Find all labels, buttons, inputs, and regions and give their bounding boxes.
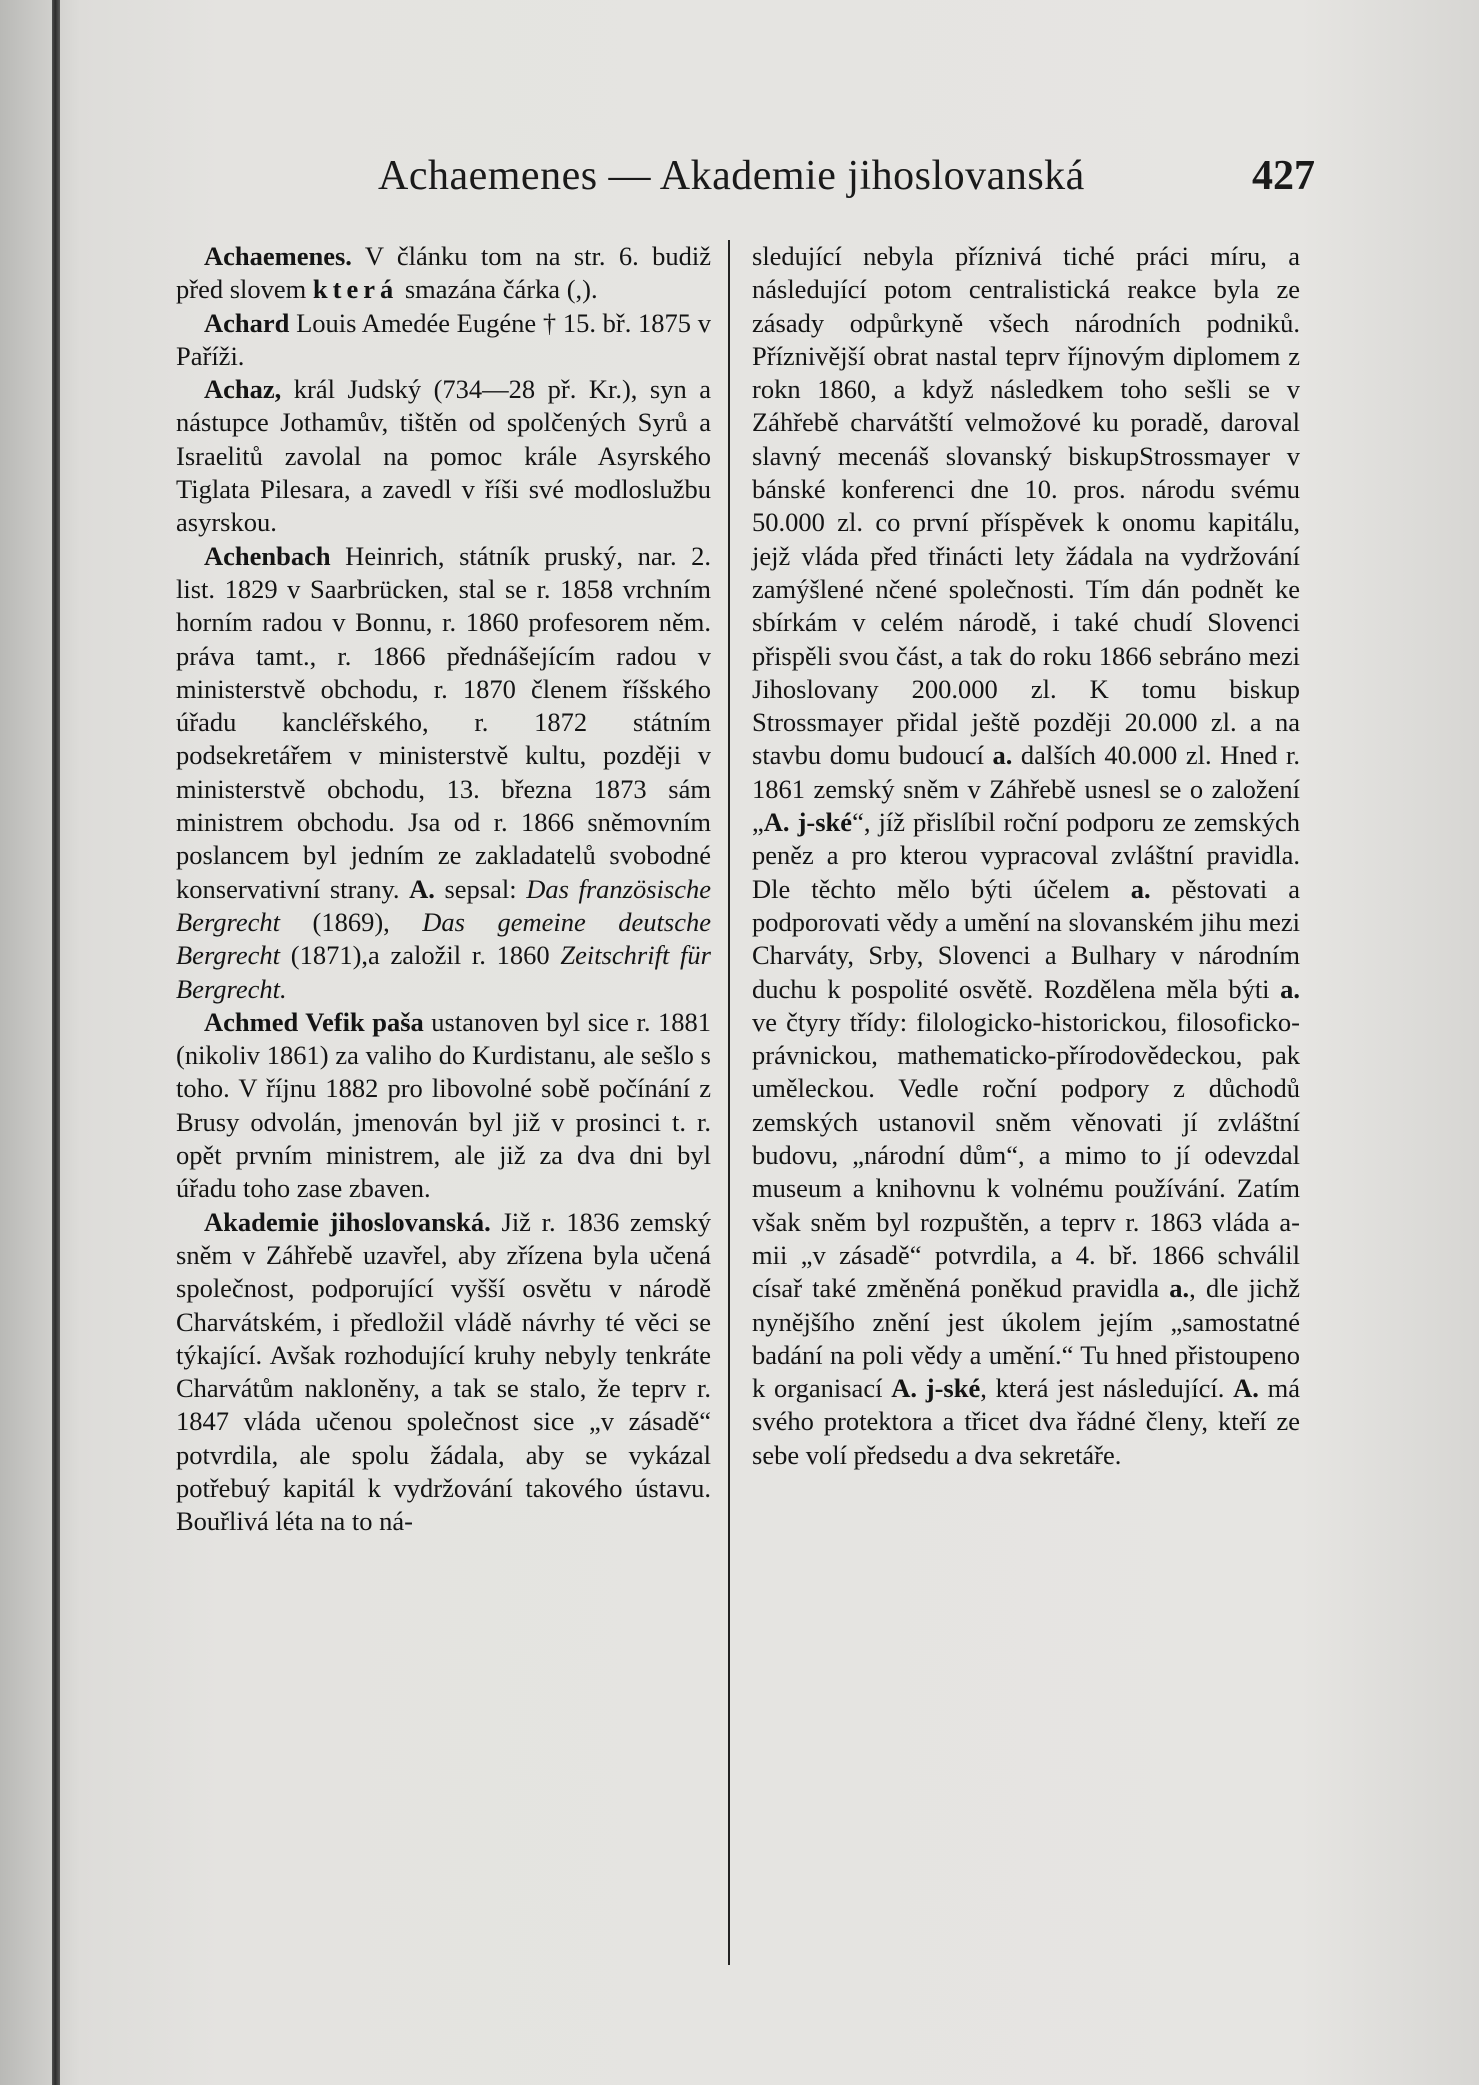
entry-text: ve čtyry třídy: filologicko-historickou, filosoficko-právnickou, mathematicko-přírodovědeckou, pak uměleckou. Vedle roční podpory z důchodů zemských ustanovil sněm věnovati jí zvláštní budovu, „národní dům“, a mimo to jí odevzdal museum a knihovnu k volnému používání. Zatím však sněm byl rozpuštěn, a teprv r. 1863 vláda a-mii „v zásadě“ potvrdila, a 4. bř. 1866 schválil císař také změněná poněkud pravidla <box>752 1006 1300 1304</box>
entry-text: má svého protektora a třicet dva řádné členy, kteří ze sebe volí předsedu a dva sekretáře. <box>752 1373 1301 1470</box>
entry-text: smazána čárka (,). <box>398 274 598 305</box>
abbreviation: a. <box>1130 873 1151 904</box>
headword: Achaemenes. <box>204 241 352 271</box>
work-title: Das französische Bergrecht <box>176 873 712 937</box>
headword: Akademie jihoslovanská. <box>204 1206 491 1237</box>
entry-achard <box>176 307 711 374</box>
entry-akademie <box>176 1206 711 1539</box>
entry-text: (1869), <box>280 906 423 937</box>
entry-akademie-continued <box>752 240 1300 1472</box>
headword: Achenbach <box>204 540 331 571</box>
abbreviation: a. <box>1169 1273 1190 1304</box>
work-title: Das gemeine deutsche Bergrecht <box>176 906 712 971</box>
book-spine-shadow <box>52 0 60 2085</box>
entry-text: ustanoven byl sice r. 1881 (nikoliv 1861) za valiho do Kurdistanu, ale sešlo s toho. V říjnu 1882 pro libovolné sobě počínání z Brusy odvolán, jmenován byl již v prosinci t. r. opět prvním ministrem, ale již za dva dni byl úřadu toho zase zbaven. <box>176 1006 711 1204</box>
abbreviation: a. <box>1280 973 1300 1004</box>
entry-achaz <box>176 373 711 539</box>
entry-text: král Judský (734—28 př. Kr.), syn a nástupce Jothamův, tištěn od spolčených Syrů a Israelitů zavolal na pomoc krále Asyrského Tiglata Pilesara, a zavedl v říši své modloslužbu asyrskou. <box>176 374 711 538</box>
entry-text: sledující nebyla příznivá tiché práci míru, a následující potom centralistická reakce byla ze zásady odpůrkyně všech národních podniků. Příznivější obrat nastal teprv říjnovým diplomem z rokn 1860, a když následkem toho sešli se v Záhřebě charvátští velmožové ku poradě, daroval slavný mecenáš slovanský biskupStrossmayer v bánské konferenci dne 10. pros. národu svému 50.000 zl. co první příspěvek k onomu kapitálu, jejž vláda před třinácti lety žádala na vydržování zamýšlené nčené společnosti. Tím dán podnět ke sbírkám v celém národě, i také chudí Slovenci přispěli svou část, a tak do roku 1866 sebráno mezi Jihoslovany 200.000 zl. K tomu biskup Strossmayer přidal ještě později 20.000 zl. a na stavbu domu budoucí <box>752 241 1300 771</box>
headword: Achaz, <box>204 374 282 405</box>
spaced-word: která <box>312 274 399 305</box>
left-column <box>176 240 711 1539</box>
entry-text: (1871),a založil r. 1860 <box>280 940 561 971</box>
entry-text: V článku tom na str. 6. budiž před slovem <box>176 241 711 305</box>
running-header <box>340 152 1315 212</box>
entry-text: Již r. 1836 zemský sněm v Záhřebě uzavřel, aby zřízena byla učená společnost, podporující vyšší osvětu v národě Charvátském, i předložil vládě návrhy té věci se týkající. Avšak rozhodující kruhy nebyly tenkráte Charvátům nakloněny, a tak se stalo, že teprv r. 1847 vláda učenou společnost sice „v zásadě“ potvrdila, ale spolu žádala, aby se vykázal potřebuý kapitál k vydržování takového ústavu. Bouřlivá léta na to ná- <box>176 1206 711 1537</box>
entry-text: Louis Amedée Eugéne † 15. bř. 1875 v Paříži. <box>176 307 711 371</box>
abbreviation: A. j-ské <box>763 807 853 838</box>
entry-text: , která jest následující. <box>980 1373 1234 1404</box>
work-title: Zeitschrift für Bergrecht. <box>176 940 711 1004</box>
entry-text: sepsal: <box>434 873 527 904</box>
column-divider <box>728 240 730 1965</box>
entry-achmed-vefik <box>176 1006 711 1206</box>
entry-text: Heinrich, státník pruský, nar. 2. list. 1829 v Saarbrücken, stal se r. 1858 vrchním horním radou v Bonnu, r. 1860 profesorem něm. práva tamt., r. 1866 přednášejícím radou v ministerstvě obchodu, r. 1870 členem říšského úřadu kancléřského, r. 1872 státním podsekretářem v ministerstvě kultu, později v ministerstvě obchodu, 13. března 1873 sám ministrem obchodu. Jsa od r. 1866 sněmovním poslancem byl jedním ze zakladatelů svobodné konservativní strany. <box>176 540 711 904</box>
headword: Achard <box>204 307 290 338</box>
entry-text: , dle jichž nynějšího znění jest úkolem jejím „samostatné badání na poli vědy a umění.“ Tu hned přistoupeno k organisací <box>752 1273 1300 1404</box>
abbreviation: A. <box>409 873 435 904</box>
entry-achenbach <box>176 540 711 1006</box>
abbreviation: A. j-ské <box>891 1373 981 1404</box>
right-column <box>752 240 1300 1472</box>
headword: Achmed Vefik paša <box>204 1006 424 1037</box>
entry-text: dalších 40.000 zl. Hned r. 1861 zemský sněm v Záhřebě usnesl se o založení „ <box>752 740 1300 838</box>
entry-text: “, jíž přislíbil roční podporu ze zemských peněz a pro kterou vypracoval zvláštní pravidla. Dle těchto mělo býti účelem <box>752 807 1300 904</box>
abbreviation: a. <box>992 740 1013 771</box>
page-number: 427 <box>1252 153 1315 199</box>
header-title: Achaemenes — Akademie jihoslovanská <box>378 153 1085 199</box>
entry-achaemenes <box>176 240 711 307</box>
abbreviation: A. <box>1233 1373 1259 1404</box>
entry-text: pěstovati a podporovati vědy a umění na slovanském jihu mezi Charváty, Srby, Slovenci a Bulhary v národním duchu k pospolité osvětě. Rozdělena měla býti <box>752 873 1301 1004</box>
